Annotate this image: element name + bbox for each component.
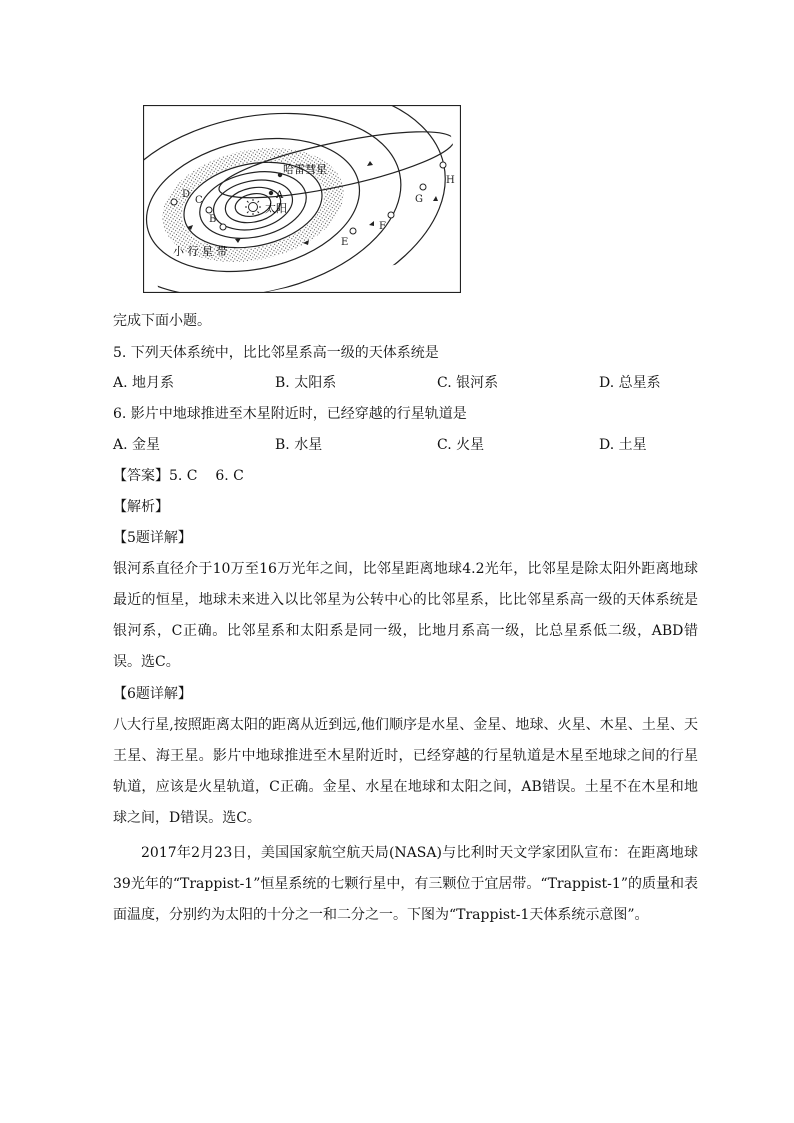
question-6-stem: 6. 影片中地球推进至木星附近时，已经穿越的行星轨道是 [113,406,467,422]
analysis-heading: 【解析】 [113,499,169,515]
planet-h-icon [440,162,446,168]
sun-label: 太阳 [265,202,287,215]
intro-text: 完成下面小题。 [113,313,211,329]
question-5-option-a: A. 地月系 [113,375,175,391]
label-g: G [415,194,423,205]
label-c: C [195,195,203,206]
asteroid-belt-label: 小 行 星 带 [173,245,228,258]
label-f: F [379,221,386,232]
question-5-stem: 5. 下列天体系统中，比比邻星系高一级的天体系统是 [113,345,439,361]
solar-system-diagram [143,105,461,293]
question-6-option-c: C. 火星 [437,437,485,453]
q6-detail-paragraph: 八大行星,按照距离太阳的距离从近到远,他们顺序是水星、金星、地球、火星、木星、土星、天王星、海王星。影片中地球推进至木星附近时，已经穿越的行星轨道是木星至地球之间的行星轨道，应该是火星轨道，C正确。金星、水星在地球和太阳之间，AB错误。土星不在木星和地球之间，D错误。选C。 [113,717,698,826]
solar-system-figure [143,105,461,293]
question-5-option-d: D. 总星系 [599,375,661,391]
planet-a-icon [269,191,273,195]
comet-label: 哈雷彗星 [283,163,327,176]
label-a: A [276,190,284,201]
label-b: B [209,214,217,225]
q6-detail-heading: 【6题详解】 [113,686,192,702]
planet-b-icon [220,224,226,230]
q5-detail-paragraph: 银河系直径介于10万至16万光年之间，比邻星距离地球4.2光年，比邻星是除太阳外距离地球最近的恒星，地球未来进入以比邻星为公转中心的比邻星系，比比邻星系高一级的天体系统是银河系，C正确。比邻星系和太阳系是同一级，比地月系高一级，比总星系低二级，ABD错误。选C。 [113,561,698,670]
question-5-option-c: C. 银河系 [437,375,499,391]
planet-d-icon [171,199,177,205]
question-6-option-a: A. 金星 [113,437,161,453]
q5-detail-heading: 【5题详解】 [113,530,192,546]
trappist-passage: 2017年2月23日，美国国家航空航天局(NASA)与比利时天文学家团队宣布：在距离地球39光年的“Trappist-1”恒星系统的七颗行星中，有三颗位于宜居带。“Trappist-1”的质量和表面温度，分别约为太阳的十分之一和二分之一。下图为“Trappist-1天体系统示意图”。 [113,845,698,923]
planet-e-icon [350,228,356,234]
question-6-option-d: D. 土星 [599,437,647,453]
answer-line: 【答案】5. C 6. C [113,468,244,484]
planet-c-icon [206,207,212,213]
question-6-option-b: B. 水星 [275,437,323,453]
planet-f-icon [388,212,394,218]
question-5-option-b: B. 太阳系 [275,375,337,391]
label-d: D [182,189,191,200]
planet-g-icon [420,184,426,190]
label-h: H [446,175,455,186]
comet-icon [278,173,282,177]
label-e: E [341,237,349,248]
